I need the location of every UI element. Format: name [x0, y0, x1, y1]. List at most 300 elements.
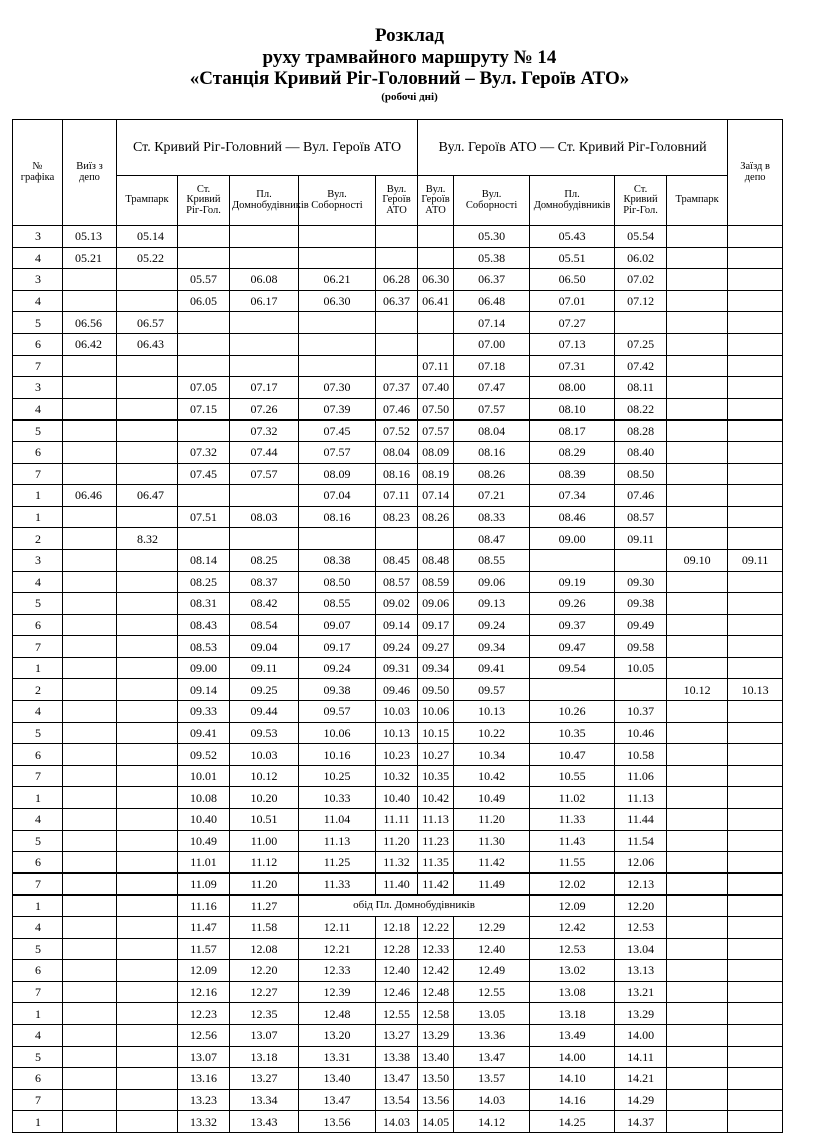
time-cell: 08.00 — [530, 377, 615, 399]
time-cell: 08.14 — [178, 549, 230, 571]
time-cell — [728, 938, 783, 960]
time-cell: 07.18 — [454, 355, 530, 377]
time-cell: 07.05 — [178, 377, 230, 399]
time-cell — [728, 333, 783, 355]
time-cell: 10.49 — [454, 787, 530, 809]
header-stop: Пл. Домнобудівників — [230, 176, 299, 226]
table-row — [13, 636, 783, 658]
time-cell: 10.26 — [530, 701, 615, 723]
time-cell — [63, 1068, 117, 1090]
table-row — [13, 917, 783, 939]
header-stop: Ст. Кривий Ріг-Гол. — [178, 176, 230, 226]
time-cell: 09.44 — [230, 701, 299, 723]
time-cell: 08.22 — [615, 398, 667, 420]
time-cell — [728, 506, 783, 528]
time-cell — [299, 355, 376, 377]
time-cell — [418, 226, 454, 248]
time-cell: 07.57 — [418, 420, 454, 442]
time-cell: 08.46 — [530, 506, 615, 528]
time-cell — [230, 528, 299, 550]
time-cell: 05.54 — [615, 226, 667, 248]
time-cell: 10.13 — [728, 679, 783, 701]
time-cell: 14.05 — [418, 1111, 454, 1133]
time-cell: 13.27 — [376, 1024, 418, 1046]
grafik-cell: 1 — [13, 506, 63, 528]
time-cell — [117, 830, 178, 852]
time-cell: 11.42 — [454, 852, 530, 874]
time-cell — [117, 441, 178, 463]
time-cell: 11.30 — [454, 830, 530, 852]
time-cell: 10.47 — [530, 744, 615, 766]
time-cell: 06.47 — [117, 485, 178, 507]
time-cell: 13.16 — [178, 1068, 230, 1090]
time-cell — [63, 981, 117, 1003]
time-cell: 11.06 — [615, 765, 667, 787]
time-cell: 13.56 — [418, 1089, 454, 1111]
time-cell: 08.57 — [615, 506, 667, 528]
time-cell: 05.51 — [530, 247, 615, 269]
time-cell: 14.10 — [530, 1068, 615, 1090]
time-cell — [178, 333, 230, 355]
time-cell: 09.24 — [376, 636, 418, 658]
time-cell — [728, 441, 783, 463]
time-cell: 09.50 — [418, 679, 454, 701]
time-cell: 12.39 — [299, 981, 376, 1003]
time-cell: 07.47 — [454, 377, 530, 399]
table-row — [13, 420, 783, 442]
time-cell: 07.51 — [178, 506, 230, 528]
time-cell — [178, 355, 230, 377]
grafik-cell: 7 — [13, 1089, 63, 1111]
time-cell: 10.40 — [178, 809, 230, 831]
time-cell: 12.33 — [418, 938, 454, 960]
grafik-cell: 2 — [13, 679, 63, 701]
time-cell: 11.13 — [299, 830, 376, 852]
time-cell — [667, 722, 728, 744]
time-cell: 07.37 — [376, 377, 418, 399]
time-cell — [376, 528, 418, 550]
table-row — [13, 938, 783, 960]
time-cell — [63, 398, 117, 420]
time-cell: 12.40 — [454, 938, 530, 960]
time-cell: 08.54 — [230, 614, 299, 636]
time-cell: 12.23 — [178, 1003, 230, 1025]
time-cell: 07.45 — [299, 420, 376, 442]
table-row — [13, 333, 783, 355]
time-cell: 13.21 — [615, 981, 667, 1003]
time-cell — [376, 312, 418, 334]
table-row — [13, 1089, 783, 1111]
time-cell: 06.56 — [63, 312, 117, 334]
time-cell: 13.43 — [230, 1111, 299, 1133]
time-cell: 09.41 — [178, 722, 230, 744]
time-cell: 11.02 — [530, 787, 615, 809]
time-cell: 07.31 — [530, 355, 615, 377]
time-cell: 10.06 — [418, 701, 454, 723]
time-cell — [667, 312, 728, 334]
time-cell: 08.04 — [454, 420, 530, 442]
time-cell — [667, 787, 728, 809]
time-cell: 13.40 — [299, 1068, 376, 1090]
table-row — [13, 1068, 783, 1090]
time-cell: 07.27 — [530, 312, 615, 334]
time-cell — [117, 398, 178, 420]
time-cell: 06.48 — [454, 290, 530, 312]
time-cell: 07.14 — [454, 312, 530, 334]
time-cell: 10.35 — [418, 765, 454, 787]
time-cell — [615, 679, 667, 701]
time-cell: 14.29 — [615, 1089, 667, 1111]
time-cell: 09.10 — [667, 549, 728, 571]
time-cell: 08.09 — [299, 463, 376, 485]
time-cell: 09.26 — [530, 593, 615, 615]
grafik-cell: 7 — [13, 981, 63, 1003]
time-cell — [63, 809, 117, 831]
time-cell: 07.57 — [230, 463, 299, 485]
time-cell: 07.34 — [530, 485, 615, 507]
time-cell: 08.17 — [530, 420, 615, 442]
time-cell: 11.27 — [230, 895, 299, 917]
time-cell: 08.31 — [178, 593, 230, 615]
time-cell — [63, 1046, 117, 1068]
table-row — [13, 657, 783, 679]
time-cell — [230, 247, 299, 269]
time-cell — [728, 614, 783, 636]
time-cell: 12.20 — [230, 960, 299, 982]
time-cell: 09.58 — [615, 636, 667, 658]
time-cell — [117, 744, 178, 766]
time-cell: 11.35 — [418, 852, 454, 874]
time-cell — [178, 226, 230, 248]
time-cell — [418, 333, 454, 355]
time-cell: 09.52 — [178, 744, 230, 766]
time-cell — [63, 701, 117, 723]
time-cell: 08.25 — [178, 571, 230, 593]
time-cell: 07.12 — [615, 290, 667, 312]
time-cell: 05.43 — [530, 226, 615, 248]
time-cell: 08.45 — [376, 549, 418, 571]
time-cell — [117, 787, 178, 809]
time-cell — [667, 1089, 728, 1111]
time-cell: 07.15 — [178, 398, 230, 420]
time-cell — [117, 938, 178, 960]
time-cell: 10.08 — [178, 787, 230, 809]
time-cell: 10.03 — [376, 701, 418, 723]
time-cell: 12.56 — [178, 1024, 230, 1046]
time-cell — [63, 636, 117, 658]
time-cell: 11.40 — [376, 873, 418, 895]
header-direction-2: Вул. Героїв АТО — Ст. Кривий Ріг-Головний — [418, 120, 728, 176]
time-cell: 13.18 — [530, 1003, 615, 1025]
time-cell: 10.25 — [299, 765, 376, 787]
time-cell — [117, 701, 178, 723]
time-cell: 11.32 — [376, 852, 418, 874]
time-cell: 09.49 — [615, 614, 667, 636]
time-cell: 12.11 — [299, 917, 376, 939]
time-cell: 13.38 — [376, 1046, 418, 1068]
grafik-cell: 6 — [13, 441, 63, 463]
time-cell: 13.34 — [230, 1089, 299, 1111]
table-row — [13, 614, 783, 636]
time-cell — [117, 636, 178, 658]
time-cell: 11.54 — [615, 830, 667, 852]
time-cell: 07.01 — [530, 290, 615, 312]
header-stop: Трампарк — [117, 176, 178, 226]
time-cell: 10.42 — [418, 787, 454, 809]
time-cell: 07.11 — [418, 355, 454, 377]
time-cell: 12.42 — [418, 960, 454, 982]
time-cell — [418, 312, 454, 334]
time-cell — [117, 873, 178, 895]
time-cell: 08.43 — [178, 614, 230, 636]
time-cell: 06.46 — [63, 485, 117, 507]
table-row — [13, 506, 783, 528]
table-row — [13, 247, 783, 269]
header-stop: Вул. Соборності — [454, 176, 530, 226]
time-cell: 10.20 — [230, 787, 299, 809]
time-cell: 05.57 — [178, 269, 230, 291]
table-row — [13, 809, 783, 831]
time-cell — [615, 549, 667, 571]
table-row — [13, 960, 783, 982]
time-cell — [117, 571, 178, 593]
time-cell: 10.49 — [178, 830, 230, 852]
time-cell — [728, 247, 783, 269]
time-cell: 14.00 — [530, 1046, 615, 1068]
time-cell: 06.50 — [530, 269, 615, 291]
time-cell: 13.27 — [230, 1068, 299, 1090]
time-cell — [728, 895, 783, 917]
time-cell: 05.14 — [117, 226, 178, 248]
time-cell: 13.32 — [178, 1111, 230, 1133]
time-cell: 14.00 — [615, 1024, 667, 1046]
time-cell — [667, 377, 728, 399]
time-cell — [63, 377, 117, 399]
time-cell: 09.07 — [299, 614, 376, 636]
time-cell: 09.33 — [178, 701, 230, 723]
time-cell: 08.42 — [230, 593, 299, 615]
time-cell: 08.09 — [418, 441, 454, 463]
time-cell — [728, 226, 783, 248]
time-cell: 13.36 — [454, 1024, 530, 1046]
time-cell: 13.05 — [454, 1003, 530, 1025]
time-cell: 10.06 — [299, 722, 376, 744]
time-cell — [728, 571, 783, 593]
time-cell: 14.03 — [454, 1089, 530, 1111]
time-cell: 08.28 — [615, 420, 667, 442]
table-row — [13, 226, 783, 248]
time-cell: 12.35 — [230, 1003, 299, 1025]
time-cell — [117, 1024, 178, 1046]
table-row — [13, 441, 783, 463]
table-row — [13, 485, 783, 507]
time-cell — [117, 1003, 178, 1025]
time-cell: 10.23 — [376, 744, 418, 766]
time-cell: 09.41 — [454, 657, 530, 679]
time-cell — [117, 765, 178, 787]
time-cell: 07.39 — [299, 398, 376, 420]
time-cell: 09.14 — [178, 679, 230, 701]
time-cell — [63, 938, 117, 960]
time-cell — [63, 593, 117, 615]
time-cell: 09.25 — [230, 679, 299, 701]
time-cell: 11.01 — [178, 852, 230, 874]
table-row — [13, 1003, 783, 1025]
time-cell — [667, 571, 728, 593]
time-cell — [299, 333, 376, 355]
time-cell — [667, 226, 728, 248]
time-cell — [178, 528, 230, 550]
time-cell — [63, 1003, 117, 1025]
time-cell — [667, 485, 728, 507]
time-cell — [728, 485, 783, 507]
time-cell: 10.37 — [615, 701, 667, 723]
time-cell: 05.13 — [63, 226, 117, 248]
time-cell: 07.46 — [615, 485, 667, 507]
grafik-cell: 6 — [13, 1068, 63, 1090]
time-cell: 09.17 — [299, 636, 376, 658]
time-cell: 07.40 — [418, 377, 454, 399]
time-cell — [667, 398, 728, 420]
time-cell — [418, 247, 454, 269]
time-cell — [667, 657, 728, 679]
time-cell — [230, 333, 299, 355]
grafik-cell: 5 — [13, 1046, 63, 1068]
time-cell: 11.04 — [299, 809, 376, 831]
grafik-cell: 4 — [13, 247, 63, 269]
time-cell — [728, 355, 783, 377]
time-cell: 13.47 — [299, 1089, 376, 1111]
time-cell: 11.55 — [530, 852, 615, 874]
grafik-cell: 1 — [13, 1111, 63, 1133]
time-cell — [230, 312, 299, 334]
time-cell: 12.46 — [376, 981, 418, 1003]
time-cell: 08.25 — [230, 549, 299, 571]
time-cell: 13.56 — [299, 1111, 376, 1133]
schedule-table — [12, 119, 783, 1133]
time-cell: 10.55 — [530, 765, 615, 787]
time-cell: 09.38 — [615, 593, 667, 615]
time-cell — [667, 614, 728, 636]
header-direction-1: Ст. Кривий Ріг-Головний — Вул. Героїв АТО — [117, 120, 418, 176]
time-cell — [63, 917, 117, 939]
time-cell — [63, 614, 117, 636]
time-cell: 12.20 — [615, 895, 667, 917]
time-cell — [117, 593, 178, 615]
time-cell: 06.37 — [454, 269, 530, 291]
table-row — [13, 571, 783, 593]
time-cell: 11.20 — [454, 809, 530, 831]
time-cell: 07.44 — [230, 441, 299, 463]
time-cell: 07.52 — [376, 420, 418, 442]
header-grafik: № графіка — [13, 120, 63, 226]
grafik-cell: 6 — [13, 852, 63, 874]
table-row — [13, 528, 783, 550]
time-cell: 10.22 — [454, 722, 530, 744]
time-cell — [117, 614, 178, 636]
time-cell: 13.13 — [615, 960, 667, 982]
time-cell — [117, 420, 178, 442]
time-cell: 08.26 — [454, 463, 530, 485]
time-cell: 06.02 — [615, 247, 667, 269]
table-row — [13, 1024, 783, 1046]
time-cell: 08.50 — [299, 571, 376, 593]
doc-subtitle-days: (робочі дні) — [381, 91, 438, 103]
time-cell — [117, 1068, 178, 1090]
time-cell — [728, 1046, 783, 1068]
time-cell: 12.18 — [376, 917, 418, 939]
time-cell: 06.43 — [117, 333, 178, 355]
time-cell: 09.38 — [299, 679, 376, 701]
time-cell — [667, 1046, 728, 1068]
time-cell — [117, 506, 178, 528]
time-cell — [667, 333, 728, 355]
time-cell: 11.20 — [376, 830, 418, 852]
time-cell: 08.59 — [418, 571, 454, 593]
time-cell: 05.30 — [454, 226, 530, 248]
header-vyizd-depo: Виїз з депо — [63, 120, 117, 226]
grafik-cell: 2 — [13, 528, 63, 550]
time-cell — [728, 1024, 783, 1046]
time-cell — [728, 420, 783, 442]
time-cell: 08.03 — [230, 506, 299, 528]
time-cell: 07.30 — [299, 377, 376, 399]
time-cell — [667, 938, 728, 960]
time-cell — [63, 657, 117, 679]
time-cell: 11.57 — [178, 938, 230, 960]
time-cell — [117, 463, 178, 485]
time-cell — [63, 528, 117, 550]
time-cell — [117, 1046, 178, 1068]
time-cell — [376, 226, 418, 248]
header-stop: Пл. Домнобудівників — [530, 176, 615, 226]
time-cell — [728, 593, 783, 615]
table-row — [13, 722, 783, 744]
time-cell — [63, 1024, 117, 1046]
time-cell: 07.14 — [418, 485, 454, 507]
header-stop: Вул. Героїв АТО — [376, 176, 418, 226]
time-cell — [667, 744, 728, 766]
grafik-cell: 7 — [13, 636, 63, 658]
time-cell — [667, 809, 728, 831]
time-cell: 11.00 — [230, 830, 299, 852]
time-cell — [530, 679, 615, 701]
time-cell: 06.21 — [299, 269, 376, 291]
time-cell — [728, 809, 783, 831]
time-cell: 09.00 — [530, 528, 615, 550]
time-cell: 11.13 — [615, 787, 667, 809]
time-cell: 11.09 — [178, 873, 230, 895]
table-row — [13, 377, 783, 399]
time-cell — [667, 528, 728, 550]
time-cell — [63, 1089, 117, 1111]
grafik-cell: 4 — [13, 701, 63, 723]
time-cell: 09.37 — [530, 614, 615, 636]
grafik-cell: 4 — [13, 571, 63, 593]
time-cell: 11.42 — [418, 873, 454, 895]
time-cell: 08.55 — [454, 549, 530, 571]
time-cell: 14.21 — [615, 1068, 667, 1090]
time-cell — [530, 549, 615, 571]
time-cell — [63, 787, 117, 809]
time-cell — [667, 1068, 728, 1090]
time-cell — [667, 247, 728, 269]
time-cell: 12.53 — [615, 917, 667, 939]
time-cell: 13.23 — [178, 1089, 230, 1111]
time-cell: 11.43 — [530, 830, 615, 852]
time-cell: 14.25 — [530, 1111, 615, 1133]
time-cell — [728, 787, 783, 809]
